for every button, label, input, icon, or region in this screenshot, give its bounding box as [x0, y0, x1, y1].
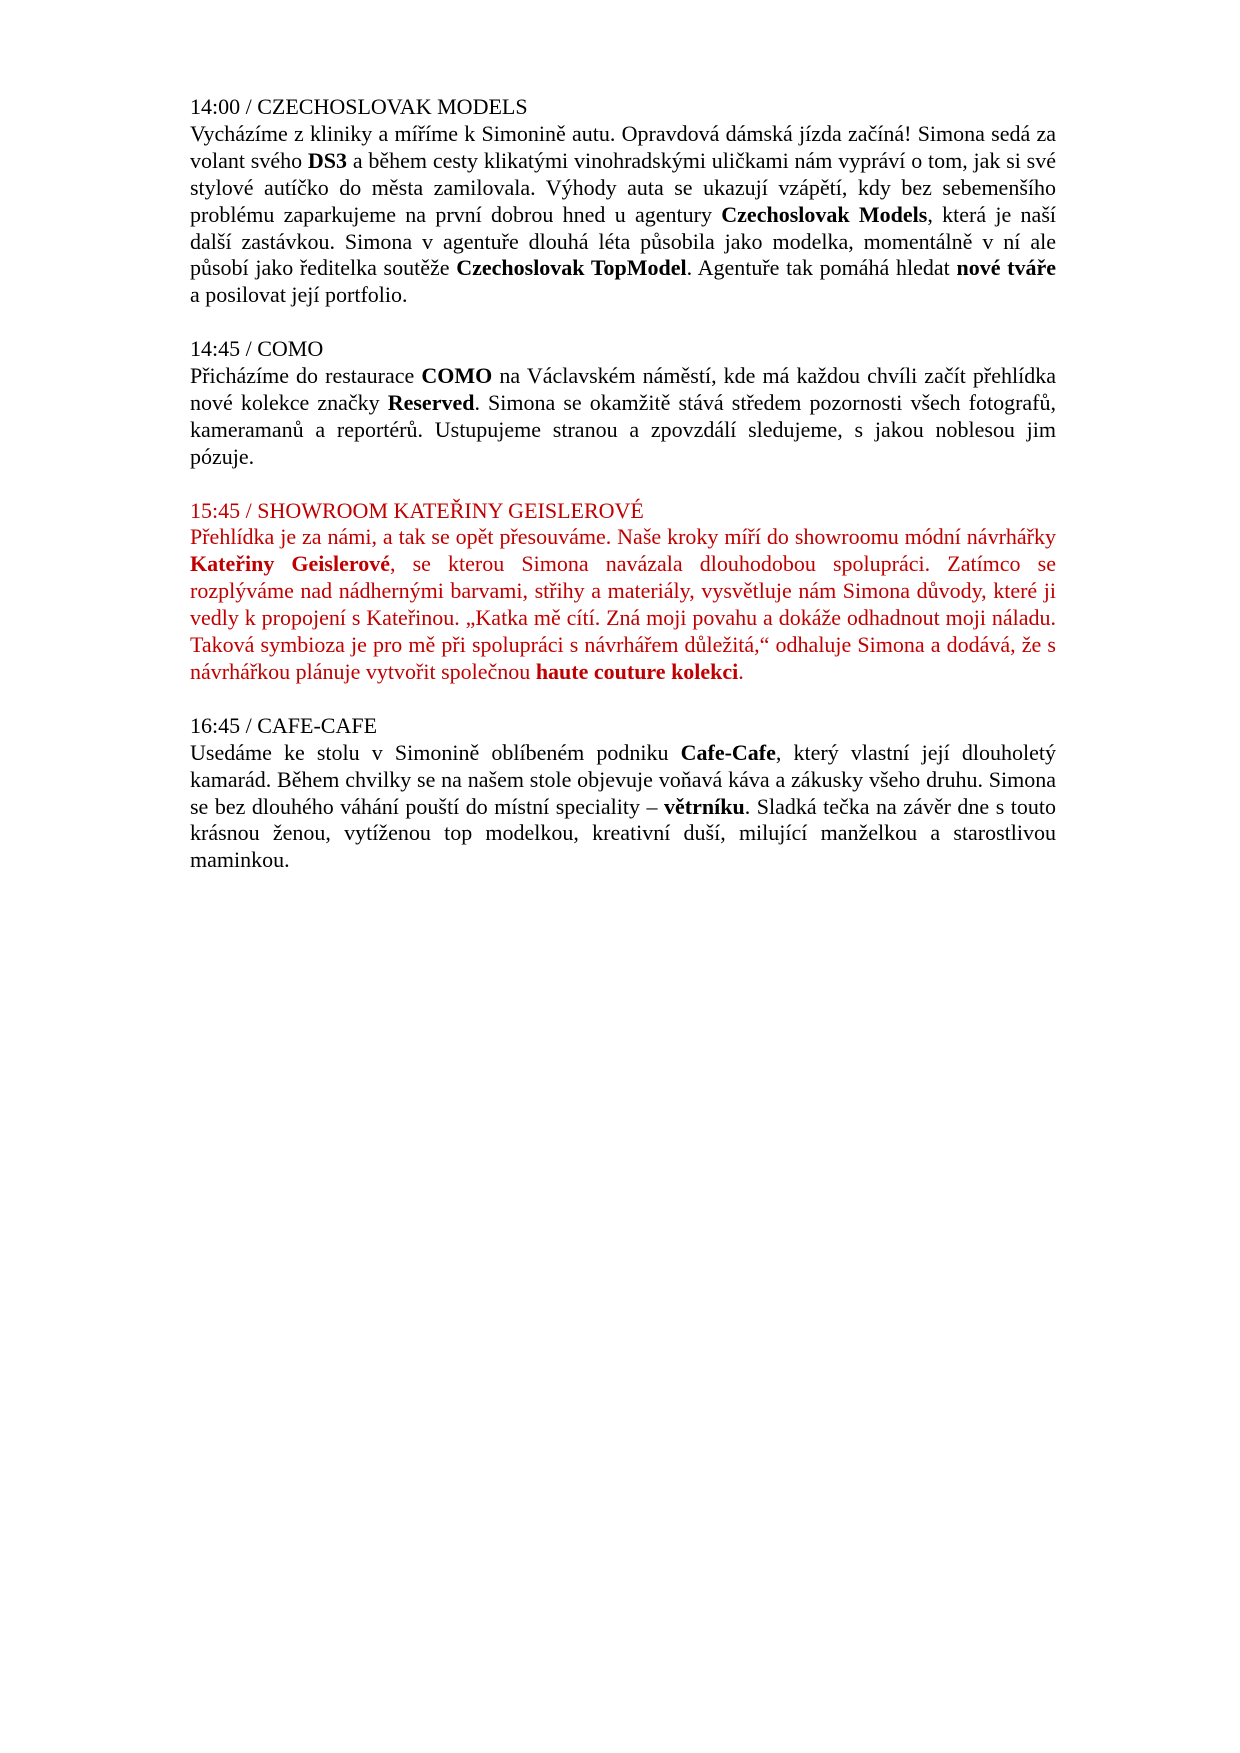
text-run: . Agentuře tak pomáhá hledat [686, 255, 957, 281]
text-run: , která je naší další zastávkou. Simona v agentuře dlouhá léta působila jako modelka, momentálně v ní ale působí jako ředitelka soutěže [190, 201, 1056, 281]
text-run: . Simona se okamžitě stává středem pozornosti všech fotografů, kameramanů a reportérů. Ustupujeme stranou a zpovzdálí sledujeme, s jakou noblesou jim pózuje. [190, 389, 1056, 469]
section-heading: 14:45 / COMO [190, 336, 324, 362]
text-run: Usedáme ke stolu v Simonině oblíbeném podniku [190, 739, 681, 765]
bold-text-run: haute couture kolekci [535, 659, 739, 684]
section-czechoslovak-models [190, 94, 1056, 309]
bold-text-run: Cafe-Cafe [680, 739, 776, 765]
section-paragraph [190, 363, 1056, 471]
bold-text-run: Czechoslovak Models [721, 201, 928, 227]
section-paragraph [190, 121, 1056, 309]
text-run: . [738, 659, 744, 684]
bold-text-run: Kateřiny Geislerové [190, 551, 390, 577]
bold-text-run: větrníku [664, 793, 745, 819]
text-run: Vycházíme z kliniky a míříme k Simonině autu. Opravdová dámská jízda začíná! Simona sedá za volant svého [190, 120, 1056, 173]
document-sections [190, 94, 1056, 874]
section-heading: 14:00 / CZECHOSLOVAK MODELS [190, 94, 528, 119]
text-run: . Sladká tečka na závěr dne s touto krásnou ženou, vytíženou top modelkou, kreativní duší, milující manželkou a starostlivou maminkou. [190, 793, 1057, 873]
text-run: , který vlastní její dlouholetý kamarád. Během chvilky se na našem stole objevuje voňavá káva a zákusky všeho druhu. Simona se bez dlouhého váhání pouští do místní speciality – [190, 739, 1056, 819]
text-run: a během cesty klikatými vinohradskými uličkami nám vypráví o tom, jak si své stylové autíčko do města zamilovala. Výhody auta se ukazují vzápětí, kdy bez sebemenšího problému zaparkujeme na první dobrou hned u agentury [190, 147, 1056, 227]
bold-text-run: COMO [421, 363, 493, 389]
bold-text-run: Czechoslovak TopModel [456, 255, 687, 281]
section-showroom-ateriny-geislerove [190, 498, 1056, 686]
bold-text-run: DS3 [307, 147, 348, 173]
section-paragraph [190, 740, 1056, 875]
section-como [190, 336, 1056, 471]
section-heading: 15:45 / SHOWROOM KATEŘINY GEISLEROVÉ [190, 497, 644, 523]
bold-text-run: nové tváře [956, 255, 1056, 281]
text-run: , se kterou Simona navázala dlouhodobou spolupráci. Zatímco se rozplýváme nad nádhernými barvami, střihy a materiály, vysvětluje nám Simona důvody, které ji vedly k propojení s Kateřinou. „Katka mě cítí. Zná moji povahu a dokáže odhadnout moji náladu. Taková symbioza je pro mě při spolupráci s návrhářem důležitá,“ odhaluje Simona a dodává, že s návrhářkou plánuje vytvořit společnou [190, 551, 1057, 684]
section-heading: 16:45 / CAFE-CAFE [190, 712, 378, 738]
text-run: a posilovat její portfolio. [190, 282, 408, 308]
text-run: na Václavském náměstí, kde má každou chvíli začít přehlídka nové kolekce značky [190, 363, 1056, 415]
bold-text-run: Reserved [387, 389, 475, 415]
text-run: Přicházíme do restaurace [190, 363, 422, 389]
section-paragraph [190, 524, 1056, 685]
section-cafe-cafe [190, 713, 1056, 874]
text-run: Přehlídka je za námi, a tak se opět přesouváme. Naše kroky míří do showroomu módní návrhářky [190, 524, 1056, 550]
